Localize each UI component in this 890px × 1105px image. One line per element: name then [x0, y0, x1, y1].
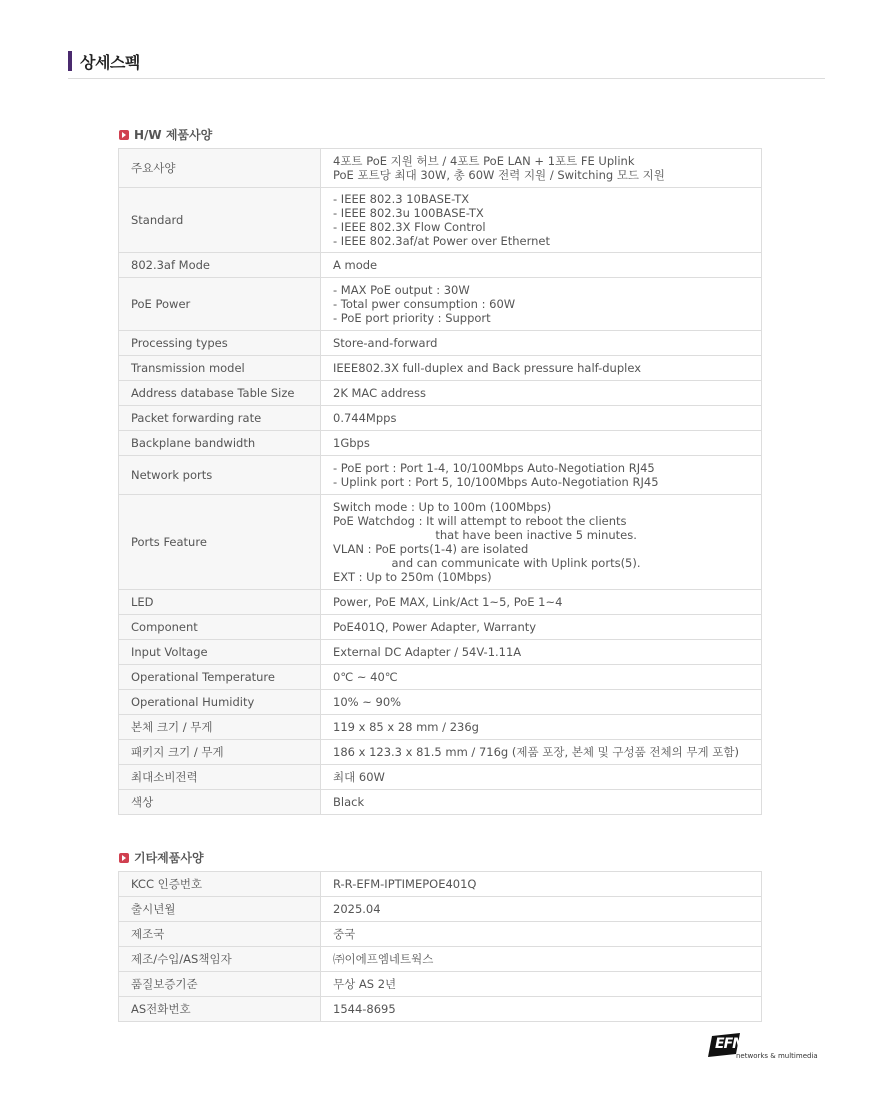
spec-key-cell: PoE Power	[119, 278, 321, 331]
spec-key-cell: AS전화번호	[119, 997, 321, 1022]
spec-value-cell: 중국	[321, 922, 762, 947]
etc-section-title	[119, 850, 204, 866]
spec-key-cell: 제조/수입/AS책임자	[119, 947, 321, 972]
spec-value-cell: 4포트 PoE 지원 허브 / 4포트 PoE LAN + 1포트 FE Uplink PoE 포트당 최대 30W, 총 60W 전력 지원 / Switching 모드 지원	[321, 149, 762, 188]
spec-value-cell: Switch mode : Up to 100m (100Mbps) PoE Watchdog : It will attempt to reboot the clients that have been inactive 5 minutes. VLAN : PoE ports(1-4) are isolated and can communicate with Uplink ports(5). EXT : Up to 250m (10Mbps)	[321, 495, 762, 590]
spec-key-cell: Transmission model	[119, 356, 321, 381]
spec-value-cell: 최대 60W	[321, 765, 762, 790]
table-row	[119, 765, 762, 790]
spec-value-cell: External DC Adapter / 54V-1.11A	[321, 640, 762, 665]
table-row	[119, 897, 762, 922]
efm-logo-tagline: networks & multimedia	[736, 1052, 818, 1060]
etc-spec-table	[118, 871, 762, 1022]
spec-value-cell: 0℃ ~ 40℃	[321, 665, 762, 690]
table-row	[119, 972, 762, 997]
table-row	[119, 740, 762, 765]
table-row	[119, 495, 762, 590]
spec-value-cell: 186 x 123.3 x 81.5 mm / 716g (제품 포장, 본체 및 구성품 전체의 무게 포함)	[321, 740, 762, 765]
spec-value-cell: - PoE port : Port 1-4, 10/100Mbps Auto-Negotiation RJ45 - Uplink port : Port 5, 10/100Mbps Auto-Negotiation RJ45	[321, 456, 762, 495]
spec-value-cell: 1544-8695	[321, 997, 762, 1022]
etc-section-title-text: 기타제품사양	[134, 851, 204, 865]
table-row	[119, 431, 762, 456]
spec-key-cell: LED	[119, 590, 321, 615]
table-row	[119, 356, 762, 381]
spec-value-cell: 2K MAC address	[321, 381, 762, 406]
spec-key-cell: Operational Humidity	[119, 690, 321, 715]
spec-value-cell: 10% ~ 90%	[321, 690, 762, 715]
spec-key-cell: 품질보증기준	[119, 972, 321, 997]
efm-logo-text: EFM	[715, 1036, 746, 1052]
spec-value-cell: PoE401Q, Power Adapter, Warranty	[321, 615, 762, 640]
spec-key-cell: 주요사양	[119, 149, 321, 188]
spec-key-cell: Network ports	[119, 456, 321, 495]
spec-key-cell: Ports Feature	[119, 495, 321, 590]
spec-value-cell: - MAX PoE output : 30W - Total pwer consumption : 60W - PoE port priority : Support	[321, 278, 762, 331]
spec-key-cell: 패키지 크기 / 무게	[119, 740, 321, 765]
spec-key-cell: 최대소비전력	[119, 765, 321, 790]
spec-value-cell: 무상 AS 2년	[321, 972, 762, 997]
page-title: 상세스펙	[80, 53, 140, 72]
spec-key-cell: Backplane bandwidth	[119, 431, 321, 456]
table-row	[119, 590, 762, 615]
spec-key-cell: 제조국	[119, 922, 321, 947]
spec-value-cell: - IEEE 802.3 10BASE-TX - IEEE 802.3u 100BASE-TX - IEEE 802.3X Flow Control - IEEE 802.3af/at Power over Ethernet	[321, 188, 762, 253]
table-row	[119, 615, 762, 640]
section-bullet-icon	[119, 130, 129, 140]
table-row	[119, 665, 762, 690]
spec-key-cell: Packet forwarding rate	[119, 406, 321, 431]
spec-value-cell: Store-and-forward	[321, 331, 762, 356]
section-bullet-icon	[119, 853, 129, 863]
spec-key-cell: 802.3af Mode	[119, 253, 321, 278]
table-row	[119, 406, 762, 431]
table-row	[119, 381, 762, 406]
spec-key-cell: Input Voltage	[119, 640, 321, 665]
spec-key-cell: Standard	[119, 188, 321, 253]
efm-logo	[706, 1032, 818, 1062]
spec-key-cell: Processing types	[119, 331, 321, 356]
hw-spec-table	[118, 148, 762, 815]
table-row	[119, 690, 762, 715]
spec-key-cell: 출시년월	[119, 897, 321, 922]
table-row	[119, 331, 762, 356]
spec-value-cell: ㈜이에프엠네트웍스	[321, 947, 762, 972]
table-row	[119, 640, 762, 665]
table-row	[119, 278, 762, 331]
spec-value-cell: 1Gbps	[321, 431, 762, 456]
table-row	[119, 715, 762, 740]
title-accent-bar	[68, 51, 72, 71]
page-header	[68, 49, 825, 79]
spec-key-cell: KCC 인증번호	[119, 872, 321, 897]
hw-section-title	[119, 127, 212, 143]
table-row	[119, 149, 762, 188]
spec-value-cell: 119 x 85 x 28 mm / 236g	[321, 715, 762, 740]
table-row	[119, 253, 762, 278]
table-row	[119, 997, 762, 1022]
spec-value-cell: Black	[321, 790, 762, 815]
table-row	[119, 188, 762, 253]
spec-key-cell: Component	[119, 615, 321, 640]
spec-value-cell: R-R-EFM-IPTIMEPOE401Q	[321, 872, 762, 897]
spec-value-cell: IEEE802.3X full-duplex and Back pressure half-duplex	[321, 356, 762, 381]
table-row	[119, 456, 762, 495]
spec-value-cell: Power, PoE MAX, Link/Act 1~5, PoE 1~4	[321, 590, 762, 615]
spec-key-cell: 본체 크기 / 무게	[119, 715, 321, 740]
spec-value-cell: 0.744Mpps	[321, 406, 762, 431]
table-row	[119, 922, 762, 947]
spec-value-cell: 2025.04	[321, 897, 762, 922]
spec-key-cell: Address database Table Size	[119, 381, 321, 406]
spec-key-cell: Operational Temperature	[119, 665, 321, 690]
spec-value-cell: A mode	[321, 253, 762, 278]
table-row	[119, 872, 762, 897]
spec-key-cell: 색상	[119, 790, 321, 815]
hw-section-title-text: H/W 제품사양	[134, 128, 213, 142]
table-row	[119, 790, 762, 815]
table-row	[119, 947, 762, 972]
